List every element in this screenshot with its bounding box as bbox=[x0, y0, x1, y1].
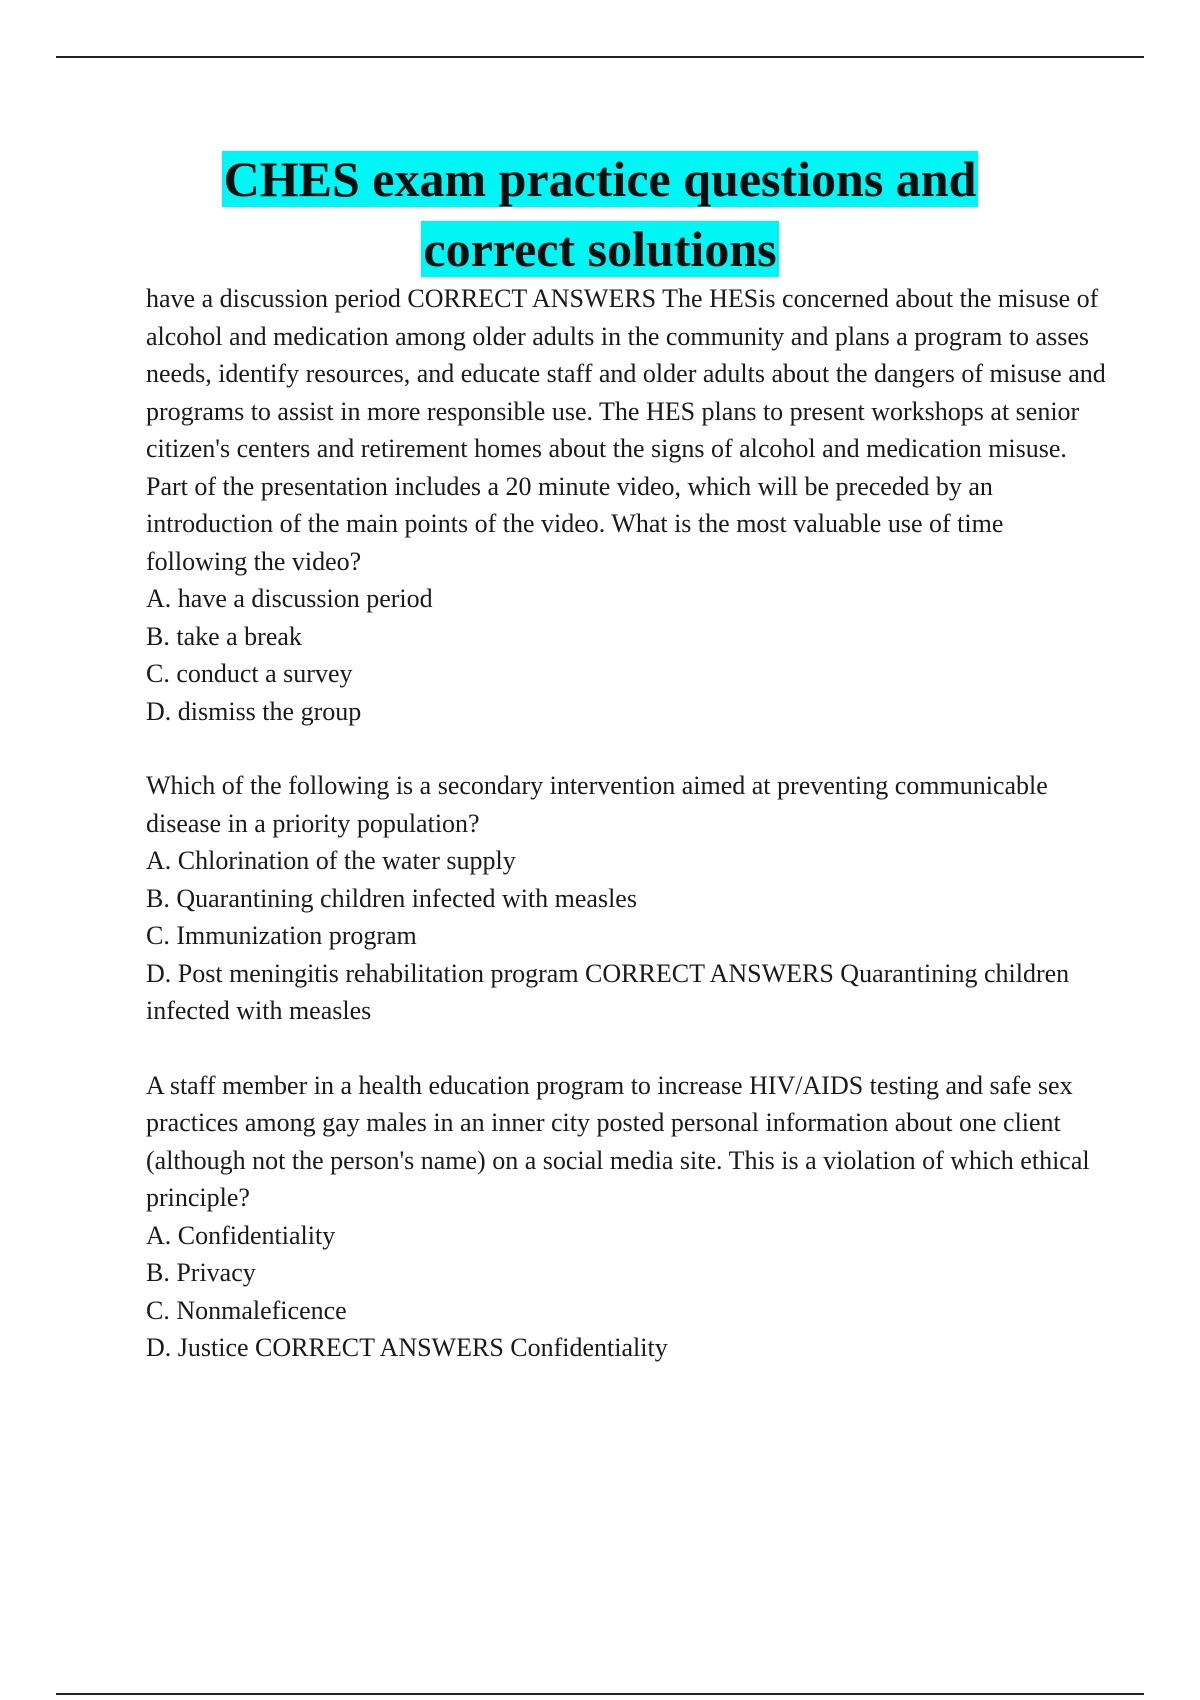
answer-option: C. Immunization program bbox=[146, 921, 417, 950]
answer-option: A. Chlorination of the water supply bbox=[146, 846, 516, 875]
question-block bbox=[146, 1067, 1106, 1367]
title-line-1: CHES exam practice questions and bbox=[223, 151, 977, 207]
question-stem: Which of the following is a secondary intervention aimed at preventing communicable disease in a priority population? bbox=[146, 771, 1048, 838]
answer-option: C. Nonmaleficence bbox=[146, 1295, 347, 1325]
answer-option: C. conduct a survey bbox=[146, 659, 353, 688]
question-stem: have a discussion period CORRECT ANSWERS The HESis concerned about the misuse of alcohol and medication among older adults in the community and plans a program to asses needs, identify resources, and educate staff and older adults about the dangers of misuse and programs to assist in more responsible use. The HES plans to present workshops at senior citizen's centers and retirement homes about the signs of alcohol and medication misuse. Part of the presentation includes a 20 minute video, which will be preceded by an introduction of the main points of the video. What is the most valuable use of time following the video? bbox=[146, 284, 1106, 576]
document-title bbox=[0, 144, 1200, 284]
question-block bbox=[146, 767, 1106, 1030]
question-block bbox=[146, 280, 1106, 730]
question-stem: A staff member in a health education program to increase HIV/AIDS testing and safe sex practices among gay males in an inner city posted personal information about one client (although not the person's name) on a social media site. This is a violation of which ethical principle? bbox=[146, 1070, 1090, 1212]
answer-option: D. Justice CORRECT ANSWERS Confidentiality bbox=[146, 1333, 668, 1362]
answer-option: D. Post meningitis rehabilitation program CORRECT ANSWERS Quarantining children infected with measles bbox=[146, 958, 1070, 1025]
document-body bbox=[146, 280, 1106, 1404]
answer-option: D. dismiss the group bbox=[146, 696, 362, 726]
answer-option: B. Privacy bbox=[146, 1258, 256, 1287]
bottom-rule bbox=[56, 1693, 1144, 1695]
answer-option: A. Confidentiality bbox=[146, 1220, 336, 1250]
title-line-2: correct solutions bbox=[423, 221, 777, 277]
answer-option: B. take a break bbox=[146, 621, 302, 651]
answer-option: B. Quarantining children infected with measles bbox=[146, 883, 637, 913]
answer-option: A. have a discussion period bbox=[146, 584, 433, 613]
top-rule bbox=[56, 56, 1144, 58]
